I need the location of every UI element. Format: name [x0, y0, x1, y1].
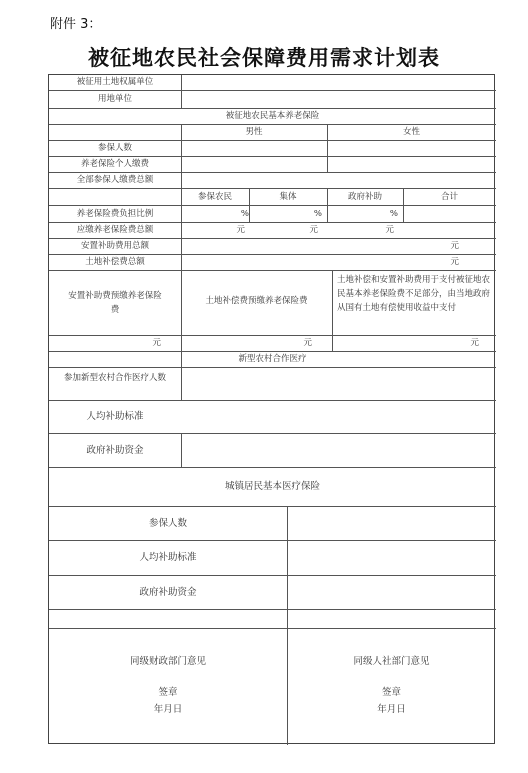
urban-section-header: 城镇居民基本医疗保险 — [224, 481, 320, 492]
land-comp-total-label: 土地补偿费总额 — [85, 257, 145, 267]
yuan-resettlement: 元 — [450, 241, 459, 251]
col-gov-subsidy-header: 政府补助 — [347, 192, 382, 202]
total-contribution-label: 全部参保人缴费总额 — [76, 175, 154, 185]
resettlement-prepay-label: 安置补助费预缴养老保险费 — [68, 291, 162, 315]
urban-count-label: 参保人数 — [148, 518, 187, 529]
unit-owner-label: 被征用土地权属单位 — [76, 77, 154, 87]
pension-section-header: 被征地农民基本养老保险 — [225, 111, 320, 121]
col-total-header: 合计 — [440, 192, 458, 202]
resettlement-total-label: 安置补助费用总额 — [80, 241, 149, 251]
ncms-section-header: 新型农村合作医疗 — [238, 354, 307, 364]
urban-per-capita-label: 人均补助标准 — [139, 552, 197, 563]
finance-date-label: 年月日 — [153, 704, 183, 715]
yuan-prepay-2: 元 — [303, 338, 312, 348]
col-collective-header: 集体 — [279, 192, 297, 202]
hr-date-label: 年月日 — [377, 704, 406, 715]
male-header: 男性 — [245, 127, 263, 137]
yuan-farmers: 元 — [236, 225, 245, 235]
payable-total-label: 应缴养老保险费总额 — [76, 225, 154, 235]
insured-count-label: 参保人数 — [97, 143, 132, 153]
pct-farmers: % — [240, 209, 249, 219]
yuan-prepay-3: 元 — [470, 338, 479, 348]
yuan-gov: 元 — [385, 225, 394, 235]
hr-seal-label: 签章 — [381, 687, 401, 698]
requirement-form-table — [48, 74, 495, 744]
yuan-prepay-1: 元 — [152, 338, 161, 348]
finance-opinion-label: 同级财政部门意见 — [129, 656, 206, 667]
ncms-per-capita-label: 人均补助标准 — [86, 411, 144, 422]
pct-gov: % — [389, 209, 398, 219]
female-header: 女性 — [402, 127, 420, 137]
page-title: 被征地农民社会保障费用需求计划表 — [88, 46, 440, 70]
attachment-label: 附件 3： — [50, 17, 102, 32]
col-farmers-header: 参保农民 — [197, 192, 232, 202]
ncms-count-label: 参加新型农村合作医疗人数 — [63, 373, 166, 383]
land-user-label: 用地单位 — [97, 94, 132, 104]
urban-gov-fund-label: 政府补助资金 — [139, 587, 197, 598]
land-prepay-label: 土地补偿费预缴养老保险费 — [205, 296, 308, 306]
personal-contribution-label: 养老保险个人缴费 — [80, 159, 149, 169]
funding-note: 土地补偿和安置补助费用于支付被征地农民基本养老保险费不足部分，由当地政府从国有土地有偿使用收益中支付 — [337, 275, 491, 313]
yuan-collective: 元 — [309, 225, 318, 235]
finance-seal-label: 签章 — [158, 687, 178, 698]
burden-ratio-label: 养老保险费负担比例 — [76, 209, 154, 219]
pct-collective: % — [313, 209, 322, 219]
hr-opinion-label: 同级人社部门意见 — [353, 656, 430, 667]
yuan-land-comp: 元 — [450, 257, 459, 267]
ncms-gov-fund-label: 政府补助资金 — [86, 445, 144, 456]
